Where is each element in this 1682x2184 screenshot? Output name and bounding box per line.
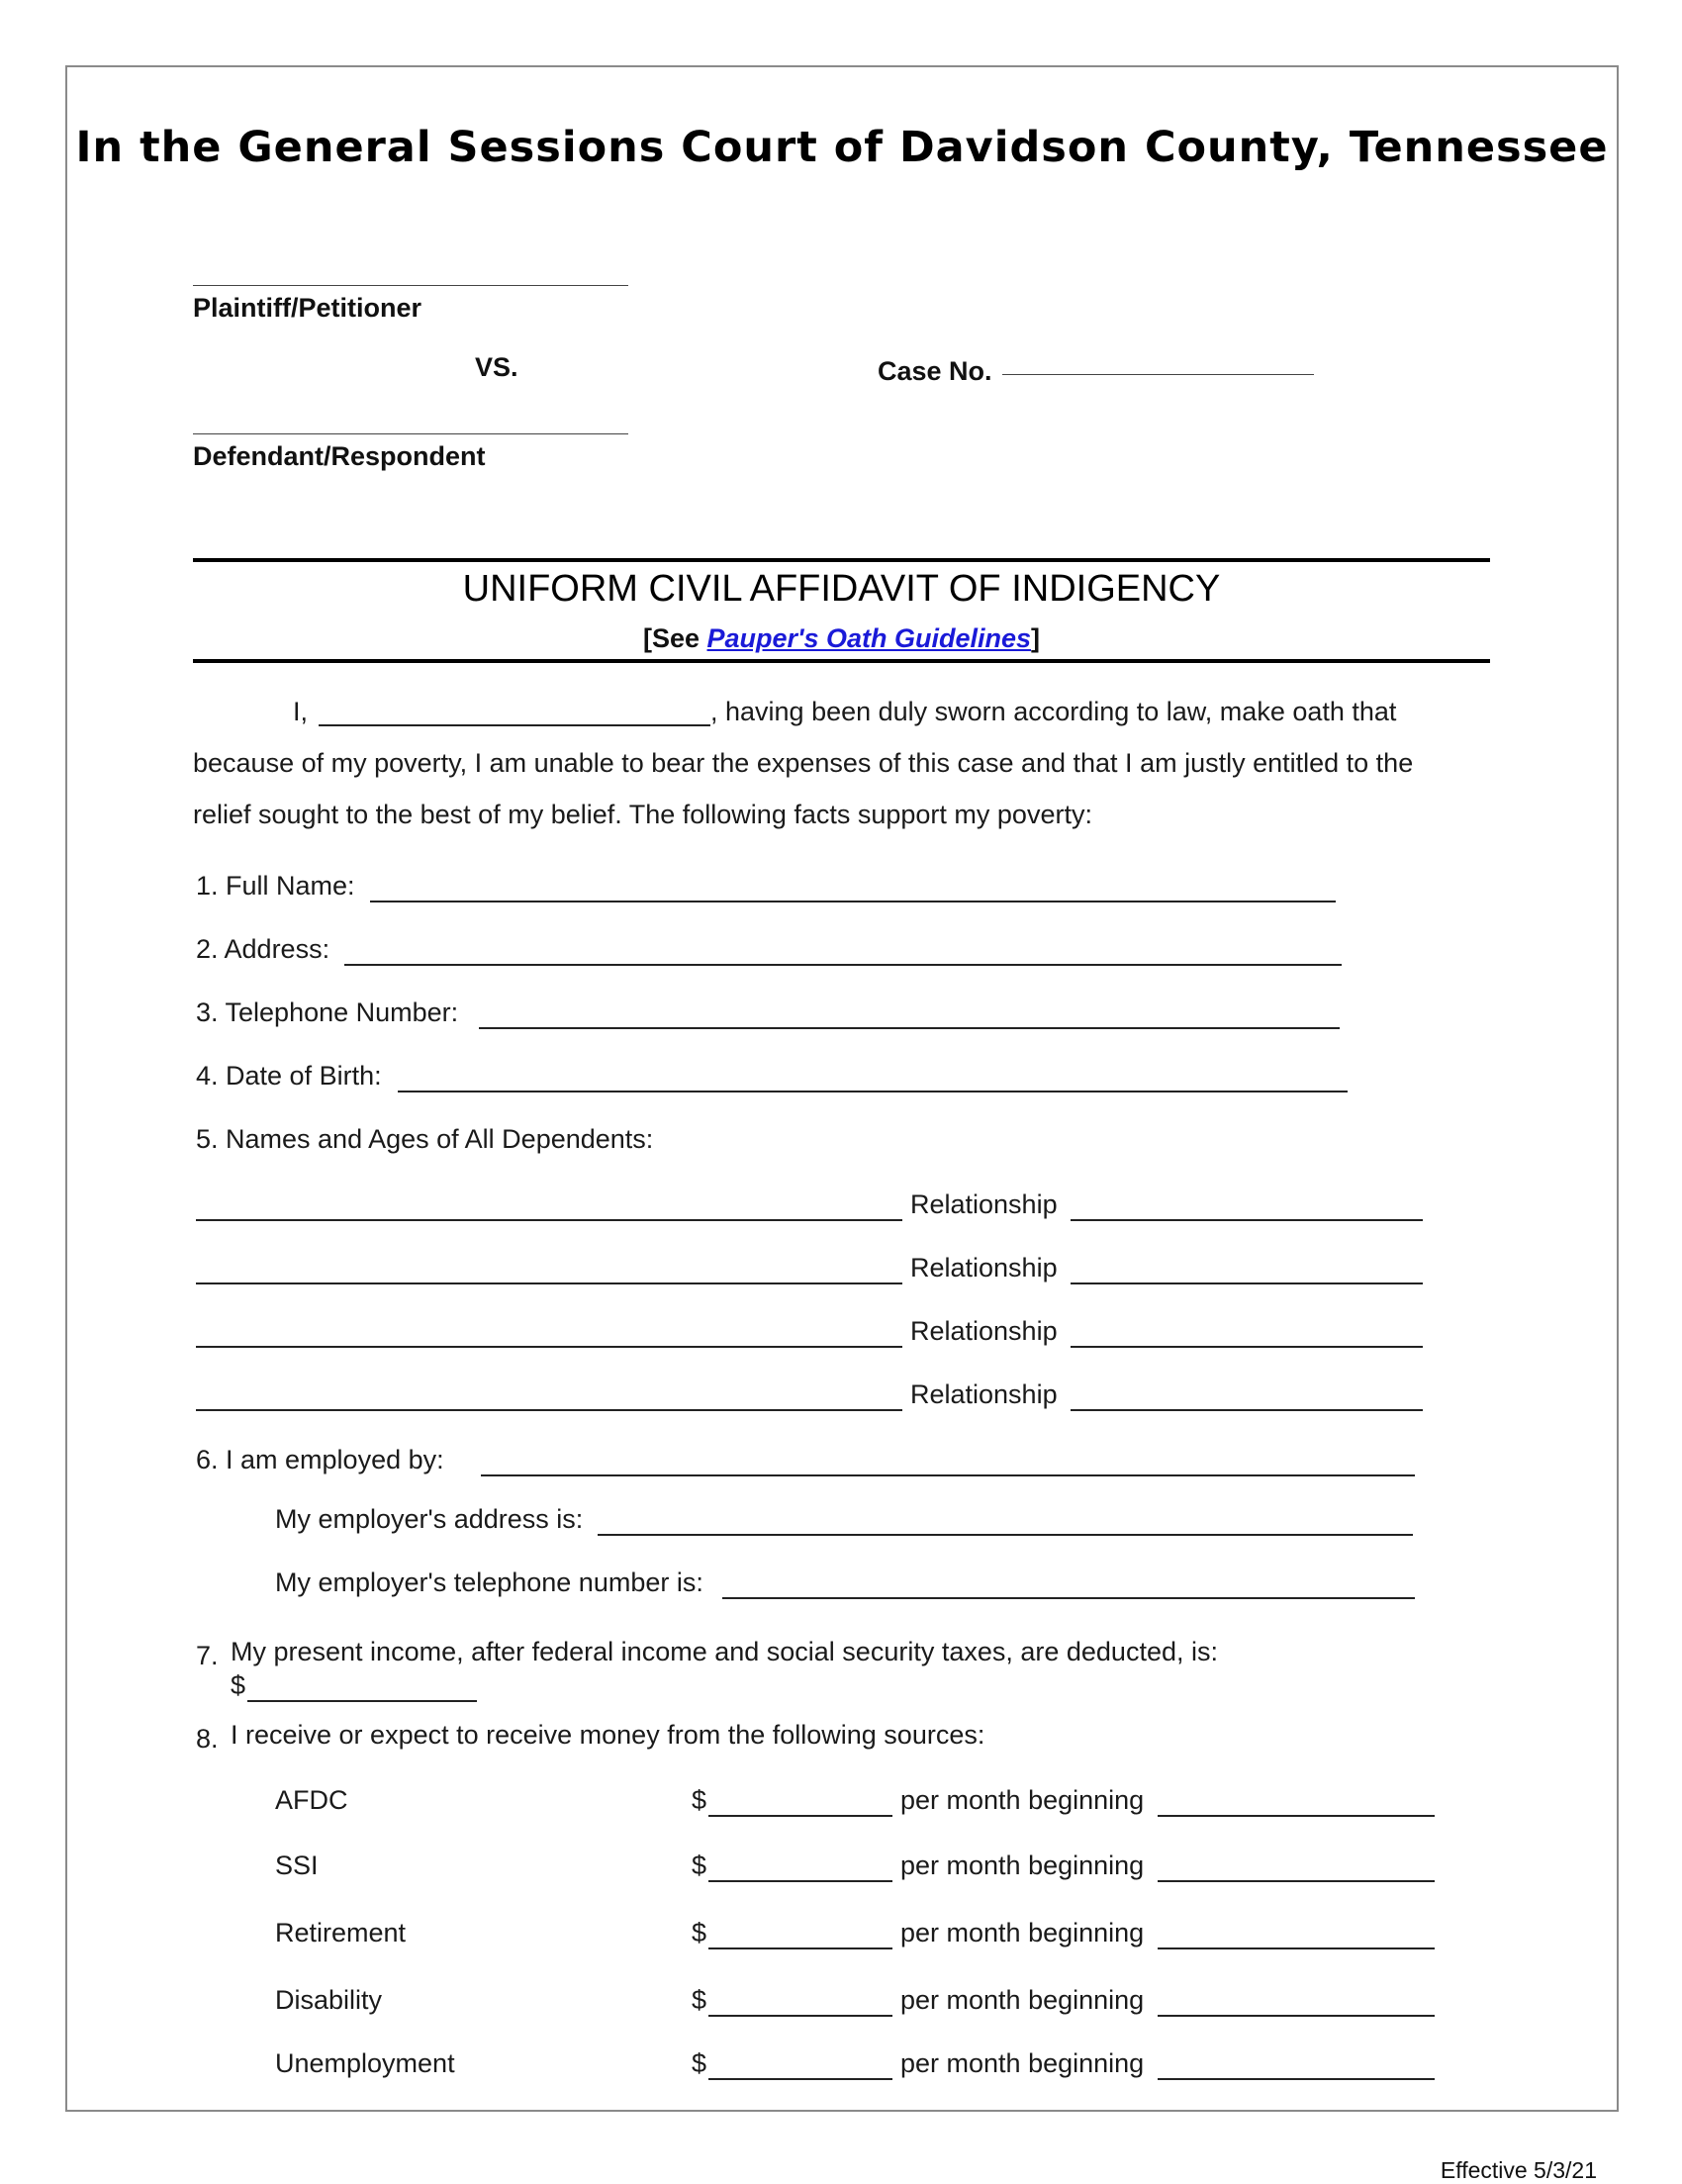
- relationship-line[interactable]: [1071, 1346, 1423, 1348]
- employer-address-label: My employer's address is:: [275, 1504, 584, 1534]
- plaintiff-line[interactable]: [193, 285, 628, 286]
- case-no-label: Case No.: [878, 356, 992, 386]
- per-month-label: per month beginning: [900, 2048, 1145, 2078]
- dob-label: 4. Date of Birth:: [196, 1061, 382, 1091]
- source-date-line[interactable]: [1158, 1947, 1435, 1949]
- see-guidelines: [193, 623, 1490, 654]
- oath-line3: relief sought to the best of my belief. The following facts support my poverty:: [193, 800, 1092, 829]
- source-label: Disability: [275, 1985, 383, 2015]
- source-dollar: $: [692, 2048, 707, 2078]
- relationship-line[interactable]: [1071, 1282, 1423, 1284]
- relationship-label: Relationship: [910, 1253, 1058, 1282]
- telephone-label: 3. Telephone Number:: [196, 997, 459, 1027]
- oath-line2: because of my poverty, I am unable to bear the expenses of this case and that I am justly entitled to the: [193, 748, 1414, 778]
- source-dollar: $: [692, 1918, 707, 1947]
- source-amount-line[interactable]: [708, 1880, 892, 1882]
- telephone-line[interactable]: [479, 1027, 1340, 1029]
- dependent-name-line[interactable]: [196, 1409, 902, 1411]
- plaintiff-label: Plaintiff/Petitioner: [193, 293, 422, 323]
- source-amount-line[interactable]: [708, 1947, 892, 1949]
- source-date-line[interactable]: [1158, 1880, 1435, 1882]
- dob-line[interactable]: [398, 1091, 1348, 1092]
- relationship-line[interactable]: [1071, 1219, 1423, 1221]
- oath-name-line[interactable]: [319, 724, 710, 726]
- dependent-name-line[interactable]: [196, 1219, 902, 1221]
- address-label: 2. Address:: [196, 934, 330, 964]
- source-label: Unemployment: [275, 2048, 455, 2078]
- employed-by-line[interactable]: [481, 1474, 1415, 1476]
- dependent-name-line[interactable]: [196, 1282, 902, 1284]
- see-open: [See: [642, 623, 707, 653]
- relationship-label: Relationship: [910, 1189, 1058, 1219]
- source-date-line[interactable]: [1158, 2078, 1435, 2080]
- full-name-label: 1. Full Name:: [196, 871, 355, 901]
- income-number: 7.: [196, 1641, 219, 1670]
- see-close: ]: [1031, 623, 1041, 653]
- source-amount-line[interactable]: [708, 2015, 892, 2017]
- relationship-line[interactable]: [1071, 1409, 1423, 1411]
- court-title: In the General Sessions Court of Davidson County, Tennessee: [75, 123, 1609, 172]
- oath-intro: I,: [293, 697, 309, 726]
- dependent-name-line[interactable]: [196, 1346, 902, 1348]
- source-dollar: $: [692, 1851, 707, 1880]
- dependents-label: 5. Names and Ages of All Dependents:: [196, 1124, 654, 1154]
- source-dollar: $: [692, 1985, 707, 2015]
- income-line[interactable]: [247, 1700, 477, 1702]
- source-dollar: $: [692, 1785, 707, 1815]
- relationship-label: Relationship: [910, 1316, 1058, 1346]
- source-label: AFDC: [275, 1785, 348, 1815]
- source-date-line[interactable]: [1158, 1815, 1435, 1817]
- income-label: My present income, after federal income and social security taxes, are deducted, is:: [231, 1637, 1218, 1666]
- sources-number: 8.: [196, 1724, 219, 1754]
- case-no-line[interactable]: [1002, 374, 1314, 375]
- source-label: Retirement: [275, 1918, 407, 1947]
- guidelines-link[interactable]: Pauper's Oath Guidelines: [706, 623, 1032, 653]
- source-amount-line[interactable]: [708, 1815, 892, 1817]
- relationship-label: Relationship: [910, 1379, 1058, 1409]
- vs-label: VS.: [475, 352, 518, 382]
- source-amount-line[interactable]: [708, 2078, 892, 2080]
- source-date-line[interactable]: [1158, 2015, 1435, 2017]
- per-month-label: per month beginning: [900, 1851, 1145, 1880]
- form-title: UNIFORM CIVIL AFFIDAVIT OF INDIGENCY: [462, 568, 1221, 610]
- sources-label: I receive or expect to receive money from the following sources:: [231, 1720, 985, 1750]
- address-line[interactable]: [344, 964, 1342, 966]
- source-label: SSI: [275, 1851, 319, 1880]
- per-month-label: per month beginning: [900, 1785, 1145, 1815]
- title-top-rule: [193, 558, 1490, 562]
- effective-date: Effective 5/3/21: [1440, 2157, 1597, 2183]
- employer-phone-label: My employer's telephone number is:: [275, 1567, 703, 1597]
- employed-by-label: 6. I am employed by:: [196, 1445, 444, 1474]
- income-dollar: $: [231, 1670, 246, 1700]
- defendant-label: Defendant/Respondent: [193, 441, 486, 471]
- employer-phone-line[interactable]: [722, 1597, 1415, 1599]
- per-month-label: per month beginning: [900, 1918, 1145, 1947]
- employer-address-line[interactable]: [598, 1534, 1413, 1536]
- per-month-label: per month beginning: [900, 1985, 1145, 2015]
- defendant-line[interactable]: [193, 433, 628, 434]
- oath-line1: , having been duly sworn according to law, make oath that: [710, 697, 1397, 726]
- title-bottom-rule: [193, 659, 1490, 663]
- full-name-line[interactable]: [370, 901, 1336, 902]
